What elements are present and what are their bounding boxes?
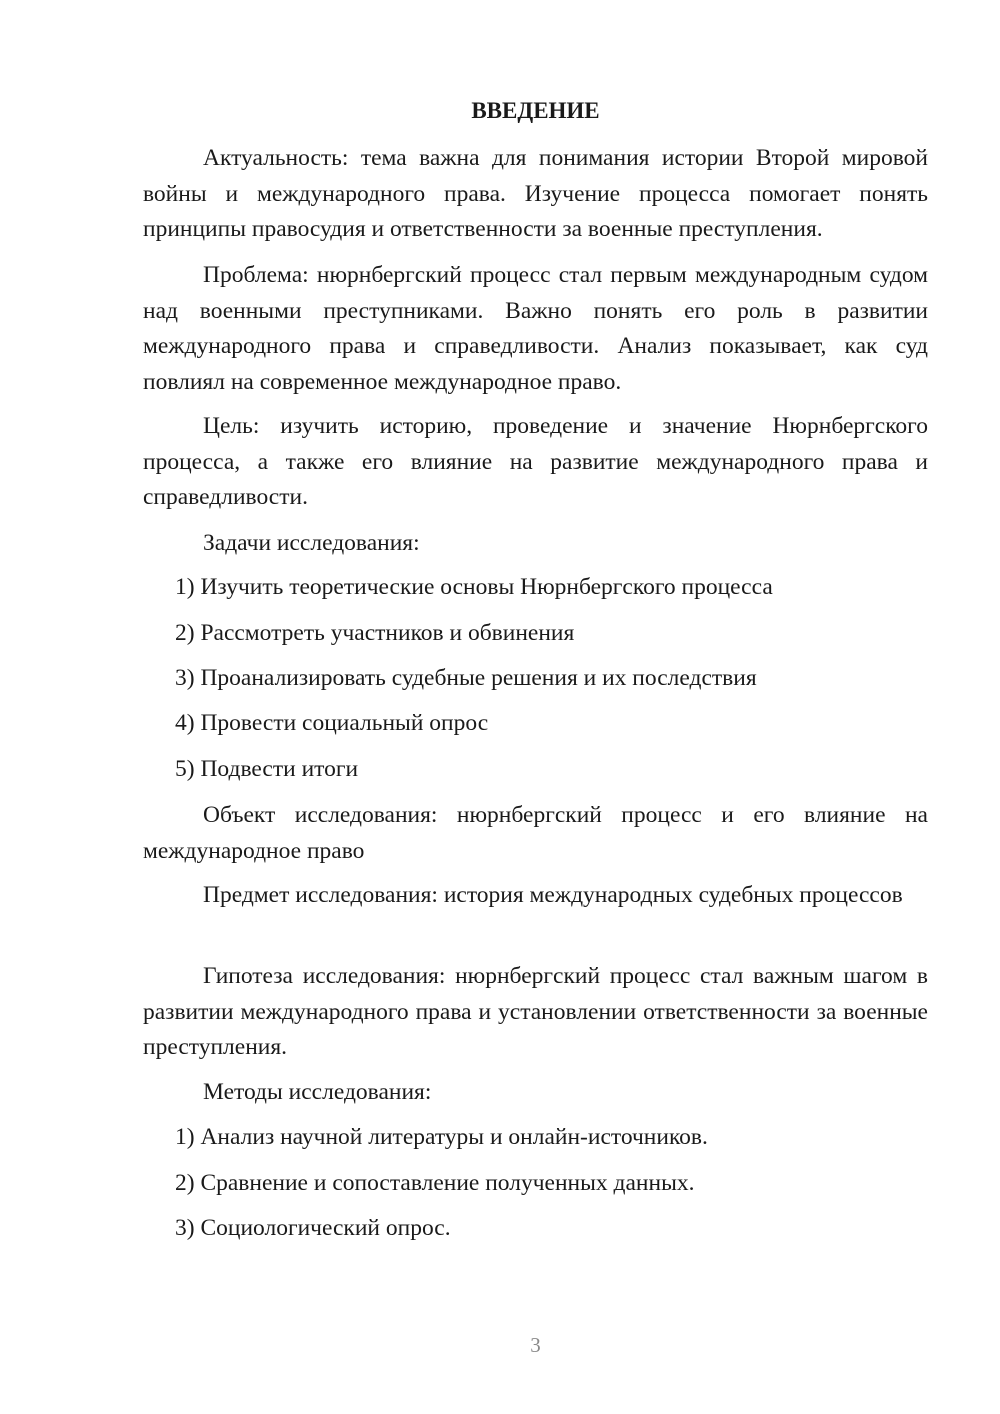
problem-paragraph: Проблема: нюрнбергский процесс стал первым международным судом над военными преступниками. Важно понять его роль в развитии международного права и справедливости. Анализ показывает, как суд повлиял на современное международное право.: [143, 262, 928, 395]
task-item: 3) Проанализировать судебные решения и их последствия: [175, 665, 757, 691]
subject-paragraph: Предмет исследования: история международных судебных процессов: [203, 882, 903, 908]
document-page: [143, 0, 928, 1414]
tasks-heading: Задачи исследования:: [203, 530, 420, 556]
page-number: 3: [530, 1333, 541, 1357]
object-paragraph: Объект исследования: нюрнбергский процесс и его влияние на международное право: [143, 802, 928, 864]
task-item: 5) Подвести итоги: [175, 756, 359, 782]
method-item: 3) Социологический опрос.: [175, 1215, 451, 1241]
hypothesis-paragraph: Гипотеза исследования: нюрнбергский процесс стал важным шагом в развитии международного права и установлении ответственности за военные преступления.: [143, 963, 928, 1060]
task-item: 1) Изучить теоретические основы Нюрнбергского процесса: [175, 574, 773, 600]
task-item: 2) Рассмотреть участников и обвинения: [175, 620, 575, 646]
method-item: 1) Анализ научной литературы и онлайн-источников.: [175, 1124, 708, 1150]
task-item: 4) Провести социальный опрос: [175, 710, 489, 736]
page-title: ВВЕДЕНИЕ: [471, 98, 600, 123]
method-item: 2) Сравнение и сопоставление полученных данных.: [175, 1170, 695, 1196]
methods-heading: Методы исследования:: [203, 1079, 432, 1105]
relevance-paragraph: Актуальность: тема важна для понимания истории Второй мировой войны и международного права. Изучение процесса помогает понять принципы правосудия и ответственности за военные преступления.: [143, 145, 928, 242]
goal-paragraph: Цель: изучить историю, проведение и значение Нюрнбергского процесса, а также его влияние на развитие международного права и справедливости.: [143, 413, 928, 510]
